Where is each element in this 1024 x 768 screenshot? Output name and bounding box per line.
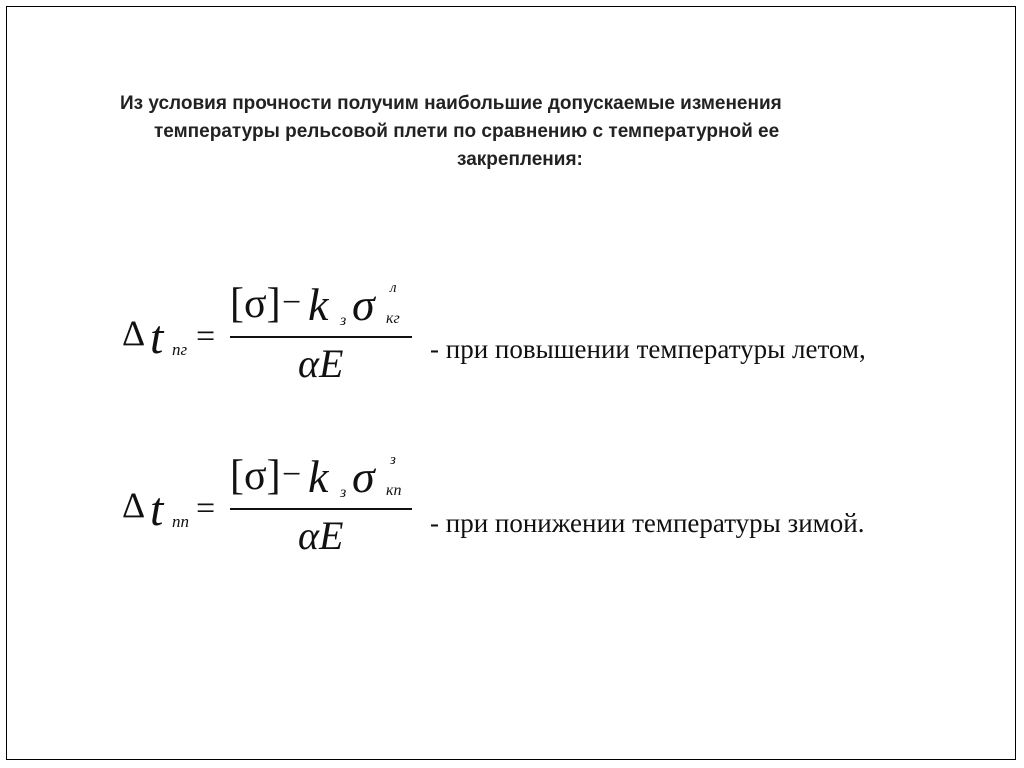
- sigma-subscript: кг: [386, 310, 400, 327]
- intro-line-2: температуры рельсовой плети по сравнению с температурной ее: [154, 121, 780, 142]
- formula-note: - при повышении температуры летом,: [430, 334, 866, 364]
- k-variable: k: [308, 451, 329, 502]
- k-subscript: з: [340, 484, 347, 501]
- intro-line-3: закрепления:: [457, 149, 583, 170]
- delta-symbol: Δ: [122, 313, 146, 353]
- denominator: αE: [298, 341, 344, 386]
- lhs-subscript: пп: [172, 512, 189, 531]
- lhs-subscript: пг: [172, 340, 188, 359]
- minus-sign: −: [282, 456, 302, 493]
- equals-sign: =: [196, 318, 216, 355]
- fraction-bar: [230, 508, 412, 510]
- sigma-bracket: [σ]: [230, 281, 281, 327]
- fraction-bar: [230, 336, 412, 338]
- sigma-symbol: σ: [352, 451, 375, 502]
- intro-line-1: Из условия прочности получим наибольшие допускаемые изменения: [120, 93, 782, 114]
- t-variable: t: [150, 311, 164, 364]
- formula-note: - при понижении температуры зимой.: [430, 508, 865, 538]
- minus-sign: −: [282, 284, 302, 321]
- sigma-symbol: σ: [352, 279, 375, 330]
- sigma-superscript: з: [390, 452, 396, 468]
- sigma-bracket: [σ]: [230, 453, 281, 499]
- sigma-subscript: кп: [386, 482, 402, 499]
- delta-symbol: Δ: [122, 485, 146, 525]
- equals-sign: =: [196, 490, 216, 527]
- t-variable: t: [150, 483, 164, 536]
- denominator: αE: [298, 513, 344, 558]
- k-subscript: з: [340, 312, 347, 329]
- k-variable: k: [308, 279, 329, 330]
- sigma-superscript: л: [390, 280, 397, 296]
